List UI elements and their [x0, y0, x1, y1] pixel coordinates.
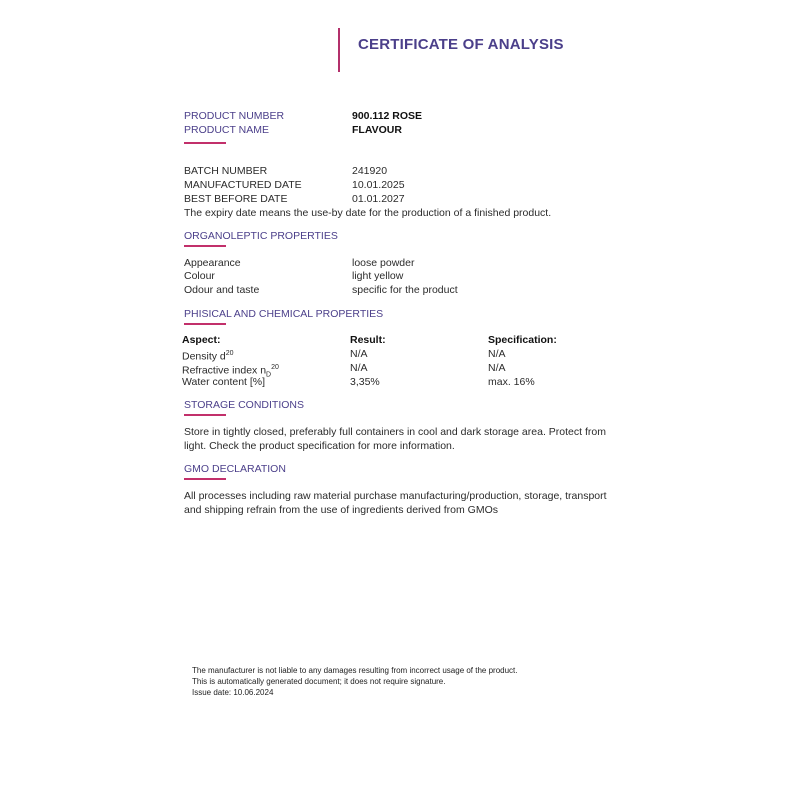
water-content-label: Water content [%] — [182, 376, 266, 388]
odour-label: Odour and taste — [184, 284, 260, 296]
manufactured-date-value: 10.01.2025 — [352, 179, 405, 191]
refractive-index-result: N/A — [350, 362, 368, 374]
footer-issue-date: Issue date: 10.06.2024 — [192, 688, 274, 697]
refractive-index-spec: N/A — [488, 362, 506, 374]
section-rule — [184, 245, 226, 247]
document-title: CERTIFICATE OF ANALYSIS — [358, 36, 564, 53]
batch-number-value: 241920 — [352, 165, 388, 177]
physical-heading: PHISICAL AND CHEMICAL PROPERTIES — [184, 308, 384, 320]
density-spec: N/A — [488, 348, 506, 360]
gmo-heading: GMO DECLARATION — [184, 463, 286, 475]
expiry-note: The expiry date means the use-by date for the production of a finished product. — [184, 207, 552, 219]
col-spec-header: Specification: — [488, 334, 557, 346]
gmo-text: All processes including raw material purchase manufacturing/production, storage, transport and shipping refrain from the use of ingredients derived from GMOs — [184, 490, 607, 516]
batch-number-label: BATCH NUMBER — [184, 165, 268, 177]
header-accent-bar — [338, 28, 340, 72]
storage-heading: STORAGE CONDITIONS — [184, 399, 304, 411]
product-number-label: PRODUCT NUMBER — [184, 110, 285, 122]
col-result-header: Result: — [350, 334, 386, 346]
appearance-label: Appearance — [184, 257, 241, 269]
section-rule — [184, 142, 226, 144]
water-content-spec: max. 16% — [488, 376, 535, 388]
footer-signature-note: This is automatically generated document; it does not require signature. — [192, 677, 446, 686]
colour-value: light yellow — [352, 270, 404, 282]
footer-liability: The manufacturer is not liable to any damages resulting from incorrect usage of the product. — [192, 666, 518, 675]
manufactured-date-label: MANUFACTURED DATE — [184, 179, 302, 191]
best-before-value: 01.01.2027 — [352, 193, 405, 205]
col-aspect-header: Aspect: — [182, 334, 221, 346]
refractive-index-label: Refractive index $n_D^{20}$ — [182, 364, 279, 379]
density-result: N/A — [350, 348, 368, 360]
odour-value: specific for the product — [352, 284, 458, 296]
product-number-value: 900.112 ROSE — [352, 110, 423, 122]
storage-text: Store in tightly closed, preferably full containers in cool and dark storage area. Protect from light. Check the product specification for more information. — [184, 426, 606, 452]
colour-label: Colour — [184, 270, 215, 282]
section-rule — [184, 323, 226, 325]
organoleptic-heading: ORGANOLEPTIC PROPERTIES — [184, 230, 338, 242]
best-before-label: BEST BEFORE DATE — [184, 193, 288, 205]
density-label: Density $d^{20}$ — [182, 350, 234, 363]
section-rule — [184, 414, 226, 416]
water-content-result: 3,35% — [350, 376, 380, 388]
appearance-value: loose powder — [352, 257, 415, 269]
product-name-label: PRODUCT NAME — [184, 124, 269, 136]
product-name-value: FLAVOUR — [352, 124, 402, 136]
section-rule — [184, 478, 226, 480]
